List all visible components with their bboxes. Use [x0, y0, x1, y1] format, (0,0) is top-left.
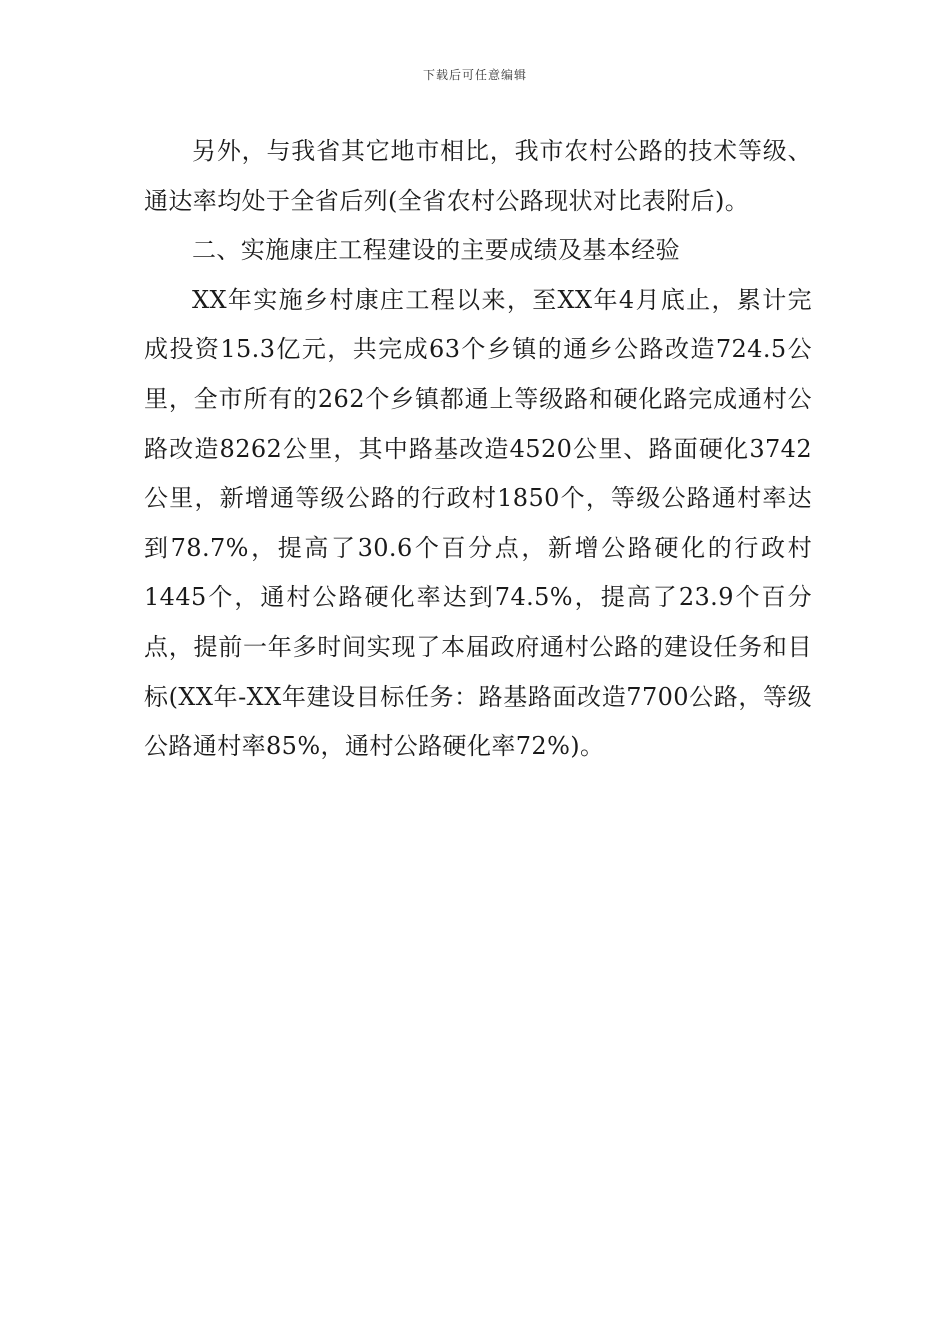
paragraph-achievements: XX年实施乡村康庄工程以来，至XX年4月底止，累计完成投资15.3亿元，共完成63个乡镇的通乡公路改造724.5公里，全市所有的262个乡镇都通上等级路和硬化路完成通村公路改造8262公里，其中路基改造4520公里、路面硬化3742公里，新增通等级公路的行政村1850个，等级公路通村率达到78.7%，提高了30.6个百分点，新增公路硬化的行政村1445个，通村公路硬化率达到74.5%，提高了23.9个百分点，提前一年多时间实现了本届政府通村公路的建设任务和目标(XX年-XX年建设目标任务：路基路面改造7700公路，等级公路通村率85%，通村公路硬化率72%)。: [144, 285, 812, 761]
document-body: [144, 127, 812, 772]
paragraph-comparison: 另外，与我省其它地市相比，我市农村公路的技术等级、通达率均处于全省后列(全省农村公路现状对比表附后)。: [144, 137, 812, 215]
section-heading: 二、实施康庄工程建设的主要成绩及基本经验: [192, 236, 680, 265]
page-header: 下载后可任意编辑: [422, 68, 527, 82]
